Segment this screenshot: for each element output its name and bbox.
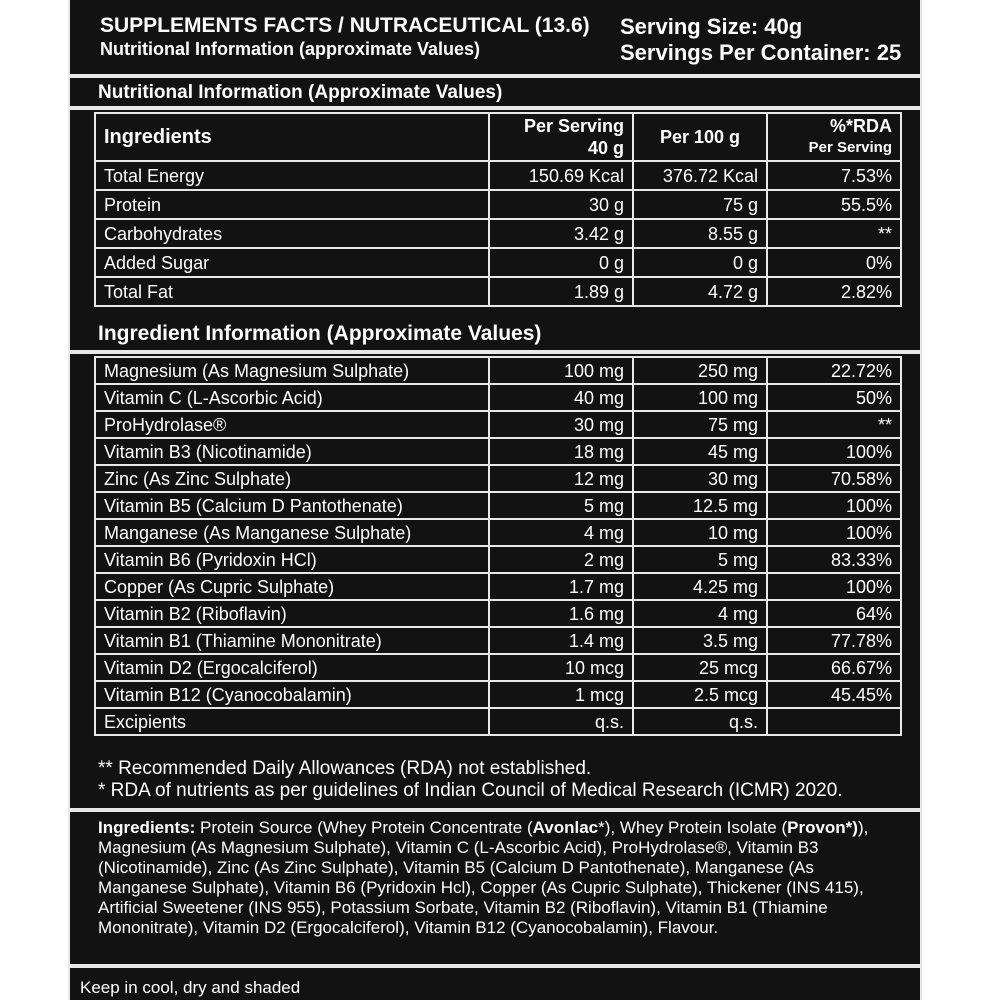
table-row [95,219,901,248]
per-100g-cell: 3.5 mg [633,627,767,654]
ingredient-name-cell: Zinc (As Zinc Sulphate) [95,465,489,492]
per-serving-unit: 40 g [587,138,624,158]
ingredient-name-cell: Protein [95,190,489,219]
per-serving-cell: q.s. [489,708,633,735]
per-100g-cell: 30 mg [633,465,767,492]
ingredients-brand-provon: Provon*) [787,818,858,837]
per-serving-cell: 30 g [489,190,633,219]
per-serving-cell: 30 mg [489,411,633,438]
table-row [95,681,901,708]
per-serving-cell: 4 mg [489,519,633,546]
rda-cell: 100% [767,573,901,600]
per-100g-cell: 2.5 mcg [633,681,767,708]
table-row [95,573,901,600]
table-row [95,277,901,306]
per-100g-header: Per 100 g [633,113,767,161]
ingredient-section-title: Ingredient Information (Approximate Values) [98,322,542,345]
table-row [95,492,901,519]
rda-cell: 77.78% [767,627,901,654]
ingredient-name-cell: Manganese (As Manganese Sulphate) [95,519,489,546]
nutrition-divider [70,106,920,110]
per-serving-cell: 1.7 mg [489,573,633,600]
ingredient-name-cell: Vitamin C (L-Ascorbic Acid) [95,384,489,411]
ingredient-name-cell: Vitamin D2 (Ergocalciferol) [95,654,489,681]
rda-cell: 83.33% [767,546,901,573]
footnote-icmr: * RDA of nutrients as per guidelines of Indian Council of Medical Research (ICMR) 2020. [98,780,843,801]
table-row [95,546,901,573]
nutrition-header-row [95,113,901,161]
table-row [95,465,901,492]
per-serving-cell: 5 mg [489,492,633,519]
rda-cell: 0% [767,248,901,277]
rda-cell: 64% [767,600,901,627]
per-serving-cell: 10 mcg [489,654,633,681]
per-100g-cell: 8.55 g [633,219,767,248]
per-100g-cell: 4 mg [633,600,767,627]
ingredient-name-cell: Excipients [95,708,489,735]
rda-cell: 22.72% [767,357,901,384]
ingredients-list [98,818,898,938]
ingredient-name-cell: Carbohydrates [95,219,489,248]
ingredients-label: Ingredients: [98,818,196,837]
rda-cell: 50% [767,384,901,411]
table-row [95,600,901,627]
per-serving-cell: 0 g [489,248,633,277]
ingredients-part-2: *), Whey Protein Isolate ( [598,818,788,837]
header-right [620,14,901,66]
per-100g-cell: 0 g [633,248,767,277]
header-left [100,14,590,60]
rda-cell: 55.5% [767,190,901,219]
servings-per-container: Servings Per Container: 25 [620,40,902,65]
ingredient-name-cell: Vitamin B1 (Thiamine Mononitrate) [95,627,489,654]
ingredient-name-cell: Total Energy [95,161,489,190]
ingredient-name-cell: Total Fat [95,277,489,306]
ingredient-name-cell: ProHydrolase® [95,411,489,438]
rda-sublabel: Per Serving [808,139,892,156]
per-100g-cell: 100 mg [633,384,767,411]
storage-instructions: Keep in cool, dry and shaded [80,978,301,997]
label-header [100,14,904,80]
ingredient-name-cell: Vitamin B3 (Nicotinamide) [95,438,489,465]
per-100g-cell: 5 mg [633,546,767,573]
rda-cell: 100% [767,438,901,465]
table-row [95,519,901,546]
table-row [95,190,901,219]
per-serving-cell: 2 mg [489,546,633,573]
header-divider [70,74,920,78]
nutrition-table [94,112,902,307]
table-row [95,248,901,277]
per-100g-cell: 4.72 g [633,277,767,306]
per-100g-cell: 250 mg [633,357,767,384]
ingredients-part-3: ), Magnesium (As Magnesium Sulphate), Vitamin C (L-Ascorbic Acid), ProHydrolase®, Vitamin B3 (Nicotinamide), Zinc (As Zinc Sulphate), Vitamin B5 (Calcium D Pantothenate), Manganese (As Manganese Sulphate), Vitamin B6 (Pyridoxin Hcl), Copper (As Cupric Sulphate), Thickener (INS 415), Artificial Sweetener (INS 955), Potassium Sorbate, Vitamin B2 (Riboflavin), Vitamin B1 (Thiamine Mononitrate), Vitamin D2 (Ergocalciferol), Vitamin B12 (Cyanocobalamin), Flavour. [98,818,869,937]
rda-cell: 66.67% [767,654,901,681]
rda-header [767,113,901,161]
ingredients-brand-avonlac: Avonlac [532,818,599,837]
table-row [95,161,901,190]
per-100g-cell: 45 mg [633,438,767,465]
rda-cell: 100% [767,519,901,546]
per-serving-cell: 18 mg [489,438,633,465]
ingredient-body [95,357,901,735]
ingredients-header: Ingredients [95,113,489,161]
ingredient-name-cell: Vitamin B5 (Calcium D Pantothenate) [95,492,489,519]
supplement-facts-label [68,0,922,1000]
ingredient-name-cell: Magnesium (As Magnesium Sulphate) [95,357,489,384]
per-100g-cell: 75 g [633,190,767,219]
per-100g-cell: 10 mg [633,519,767,546]
table-row [95,627,901,654]
per-serving-cell: 1 mcg [489,681,633,708]
table-row [95,411,901,438]
per-serving-cell: 40 mg [489,384,633,411]
label-subtitle: Nutritional Information (approximate Values) [100,39,481,59]
per-100g-cell: 376.72 Kcal [633,161,767,190]
per-serving-cell: 100 mg [489,357,633,384]
table-row [95,438,901,465]
ingredient-table [94,356,902,736]
rda-cell: 2.82% [767,277,901,306]
table-row [95,384,901,411]
ingredient-divider [70,350,920,354]
ingredient-name-cell: Vitamin B12 (Cyanocobalamin) [95,681,489,708]
table-row [95,357,901,384]
rda-cell: 70.58% [767,465,901,492]
per-100g-cell: 12.5 mg [633,492,767,519]
rda-cell: ** [767,219,901,248]
rda-cell: ** [767,411,901,438]
per-100g-cell: 25 mcg [633,654,767,681]
rda-cell [767,708,901,735]
per-serving-label: Per Serving [523,116,624,136]
per-serving-header [489,113,633,161]
rda-cell: 45.45% [767,681,901,708]
serving-size: Serving Size: 40g [620,14,803,39]
label-title: SUPPLEMENTS FACTS / NUTRACEUTICAL (13.6) [100,14,590,37]
nutrition-body [95,161,901,306]
rda-cell: 100% [767,492,901,519]
per-100g-cell: 75 mg [633,411,767,438]
ingredients-part-1: Protein Source (Whey Protein Concentrate ( [195,818,533,837]
ingredient-name-cell: Vitamin B2 (Riboflavin) [95,600,489,627]
ingredient-name-cell: Copper (As Cupric Sulphate) [95,573,489,600]
per-serving-cell: 12 mg [489,465,633,492]
rda-label: %*RDA [829,116,892,136]
footnote-rda-not-established: ** Recommended Daily Allowances (RDA) not established. [98,758,592,779]
per-100g-cell: 4.25 mg [633,573,767,600]
bottom-divider [70,964,920,968]
ingredient-name-cell: Added Sugar [95,248,489,277]
per-serving-cell: 1.4 mg [489,627,633,654]
ingredient-name-cell: Vitamin B6 (Pyridoxin HCl) [95,546,489,573]
ingredients-divider [70,808,920,812]
footnotes [98,758,843,802]
per-100g-cell: q.s. [633,708,767,735]
table-row [95,708,901,735]
nutrition-section-title: Nutritional Information (Approximate Values) [98,82,503,103]
per-serving-cell: 3.42 g [489,219,633,248]
per-serving-cell: 150.69 Kcal [489,161,633,190]
table-row [95,654,901,681]
per-serving-cell: 1.6 mg [489,600,633,627]
rda-cell: 7.53% [767,161,901,190]
per-serving-cell: 1.89 g [489,277,633,306]
